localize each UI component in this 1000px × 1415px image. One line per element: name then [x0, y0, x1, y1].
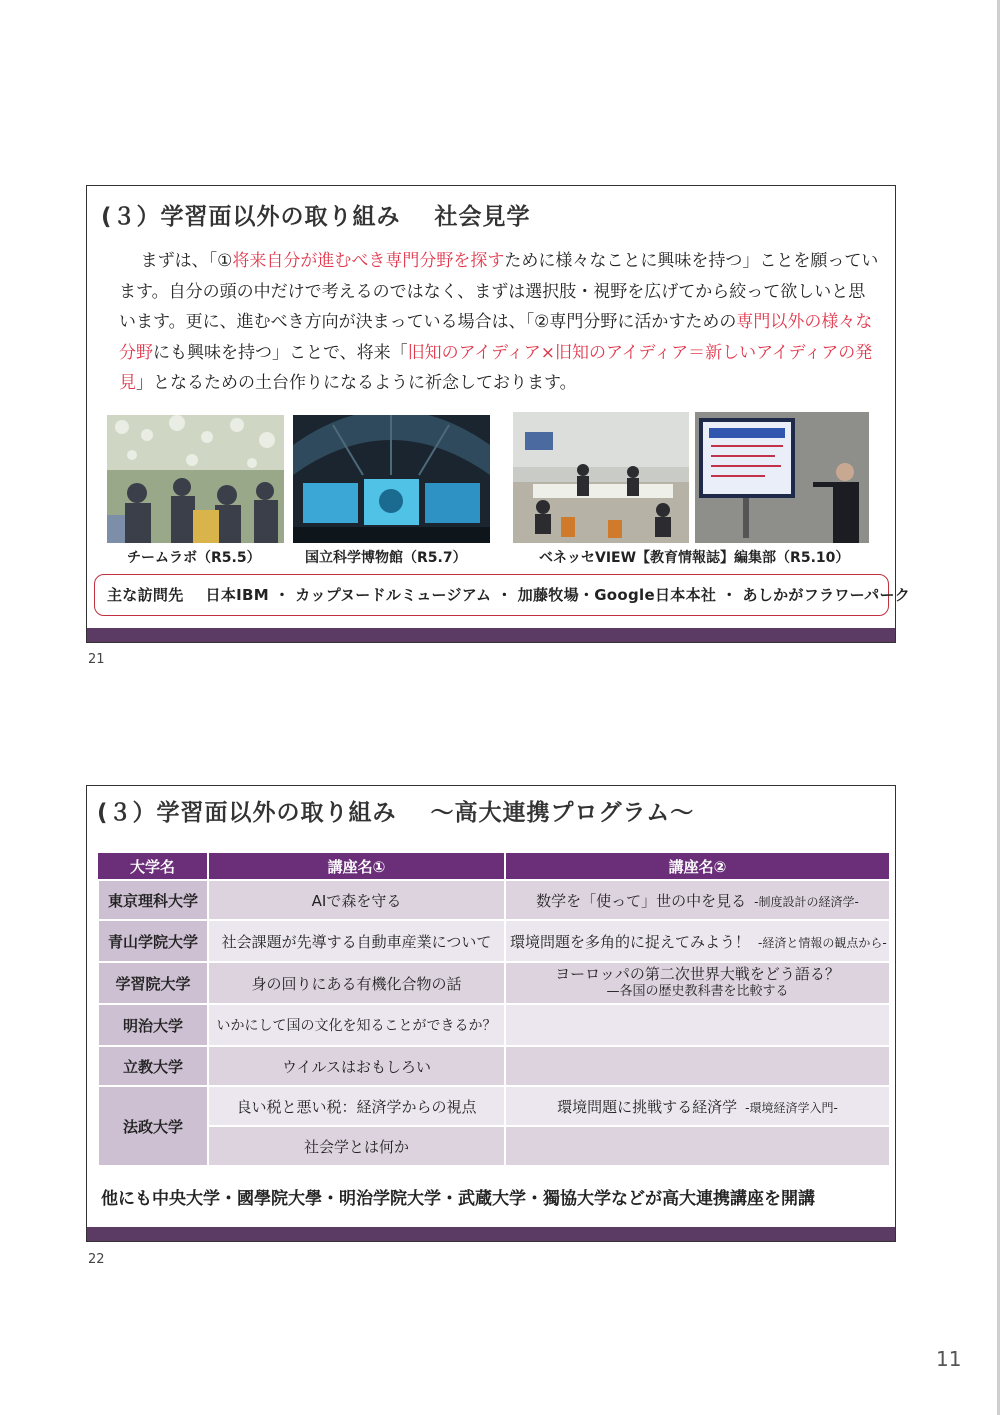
slide-title [97, 794, 694, 827]
course2-cell [505, 1004, 890, 1046]
course2-title: 環境問題に挑戦する経済学 [557, 1097, 738, 1116]
visit-destinations-box [94, 574, 911, 616]
para-seg-2: ために様々なことに興味を持つ」ことを願っています。自分の頭の中だけで考えるのではなく、まずは選択肢・視野を広げてから絞って欲しいと思います。更に、進むべき方向が決まっている場合は、「②専門分野に活かすための [119, 251, 879, 332]
university-cell: 立教大学 [98, 1046, 208, 1086]
slide-number-21: 21 [88, 652, 105, 667]
course1-cell: AIで森を守る [208, 880, 505, 920]
photo-science-museum [293, 415, 490, 543]
course1-cell: ウイルスはおもしろい [208, 1046, 505, 1086]
slide-social-visit [86, 185, 911, 643]
intro-paragraph [119, 246, 879, 399]
slide-footer-bar [87, 628, 895, 642]
slide-highschool-university [86, 785, 896, 1242]
caption-teamlab: チームラボ（R5.5） [127, 550, 261, 566]
table-row [98, 880, 890, 920]
para-seg-6: 」となるための土台作りになるように祈念しております。 [136, 373, 577, 393]
university-cell: 明治大学 [98, 1004, 208, 1046]
university-cell: 学習院大学 [98, 962, 208, 1004]
para-seg-4: にも興味を持つ」ことで、将来「 [153, 342, 408, 363]
caption-science-museum: 国立科学博物館（R5.7） [305, 550, 467, 566]
table-row [98, 1046, 890, 1086]
course2-title: 数学を「使って」世の中を見る [536, 891, 747, 910]
course2-title: 環境問題を多角的に捉えてみよう！ [510, 932, 751, 951]
course2-subtitle: —各国の歴史教科書を比較する [606, 984, 789, 999]
table-row [98, 920, 890, 962]
table-header-row [98, 853, 890, 880]
title-main: (３）学習面以外の取り組み [97, 800, 397, 826]
para-seg-1-highlight: 将来自分が進むべき専門分野を探す [232, 251, 505, 271]
course2-cell [505, 1126, 890, 1166]
other-universities-note: 他にも中央大学・國學院大學・明治学院大学・武蔵大学・獨協大学などが高大連携講座を開講 [101, 1189, 815, 1209]
slide-title [101, 198, 531, 231]
course2-title: ヨーロッパの第二次世界大戦をどう語る？ [555, 965, 840, 983]
course2-cell [505, 1086, 890, 1126]
course2-subtitle: -環境経済学入門- [745, 1100, 838, 1115]
course2-subtitle: -経済と情報の観点から- [758, 935, 887, 950]
course2-cell [505, 1046, 890, 1086]
table-row [98, 1126, 890, 1166]
course2-cell [505, 962, 890, 1004]
table-row [98, 1086, 890, 1126]
course1-cell: いかにして国の文化を知ることができるか？ [208, 1004, 505, 1046]
photo-benesse-presentation [695, 412, 869, 543]
course1-cell: 身の回りにある有機化合物の話 [208, 962, 505, 1004]
course2-subtitle: -制度設計の経済学- [754, 894, 859, 909]
slide-footer-bar [87, 1227, 895, 1241]
table-row [98, 1004, 890, 1046]
para-seg-3-highlight: 専門以外の様々な分野 [119, 312, 873, 363]
photo-benesse-meeting [513, 412, 689, 543]
course1-cell: 良い税と悪い税：経済学からの視点 [208, 1086, 505, 1126]
title-sub: 社会見学 [434, 204, 531, 230]
course1-cell: 社会学とは何か [208, 1126, 505, 1166]
visits-label: 主な訪問先 [107, 586, 184, 604]
program-table [97, 853, 891, 1167]
university-cell: 青山学院大学 [98, 920, 208, 962]
slide-number-22: 22 [88, 1252, 105, 1267]
course1-cell: 社会課題が先導する自動車産業について [208, 920, 505, 962]
para-seg-5-highlight: 旧知のアイディア×旧知のアイディア＝新しいアイディアの発見 [119, 342, 873, 393]
para-seg-0: まずは、「① [140, 251, 233, 271]
header-course-1: 講座名① [208, 853, 505, 880]
course2-cell [505, 880, 890, 920]
sheet-page-number: 11 [936, 1347, 962, 1371]
visits-list: 日本IBM ・ カップヌードルミュージアム ・ 加藤牧場・Google日本本社 ・ あしかがフラワーパーク [205, 586, 911, 604]
header-university: 大学名 [98, 853, 208, 880]
title-main: (３）学習面以外の取り組み [101, 204, 401, 230]
university-cell: 東京理科大学 [98, 880, 208, 920]
caption-benesse: ベネッセVIEW【教育情報誌】編集部（R5.10） [539, 550, 850, 566]
table-row [98, 962, 890, 1004]
title-sub: ～高大連携プログラム～ [430, 800, 695, 826]
photo-teamlab [107, 415, 284, 543]
header-course-2: 講座名② [505, 853, 890, 880]
university-cell: 法政大学 [98, 1086, 208, 1166]
course2-cell [505, 920, 890, 962]
